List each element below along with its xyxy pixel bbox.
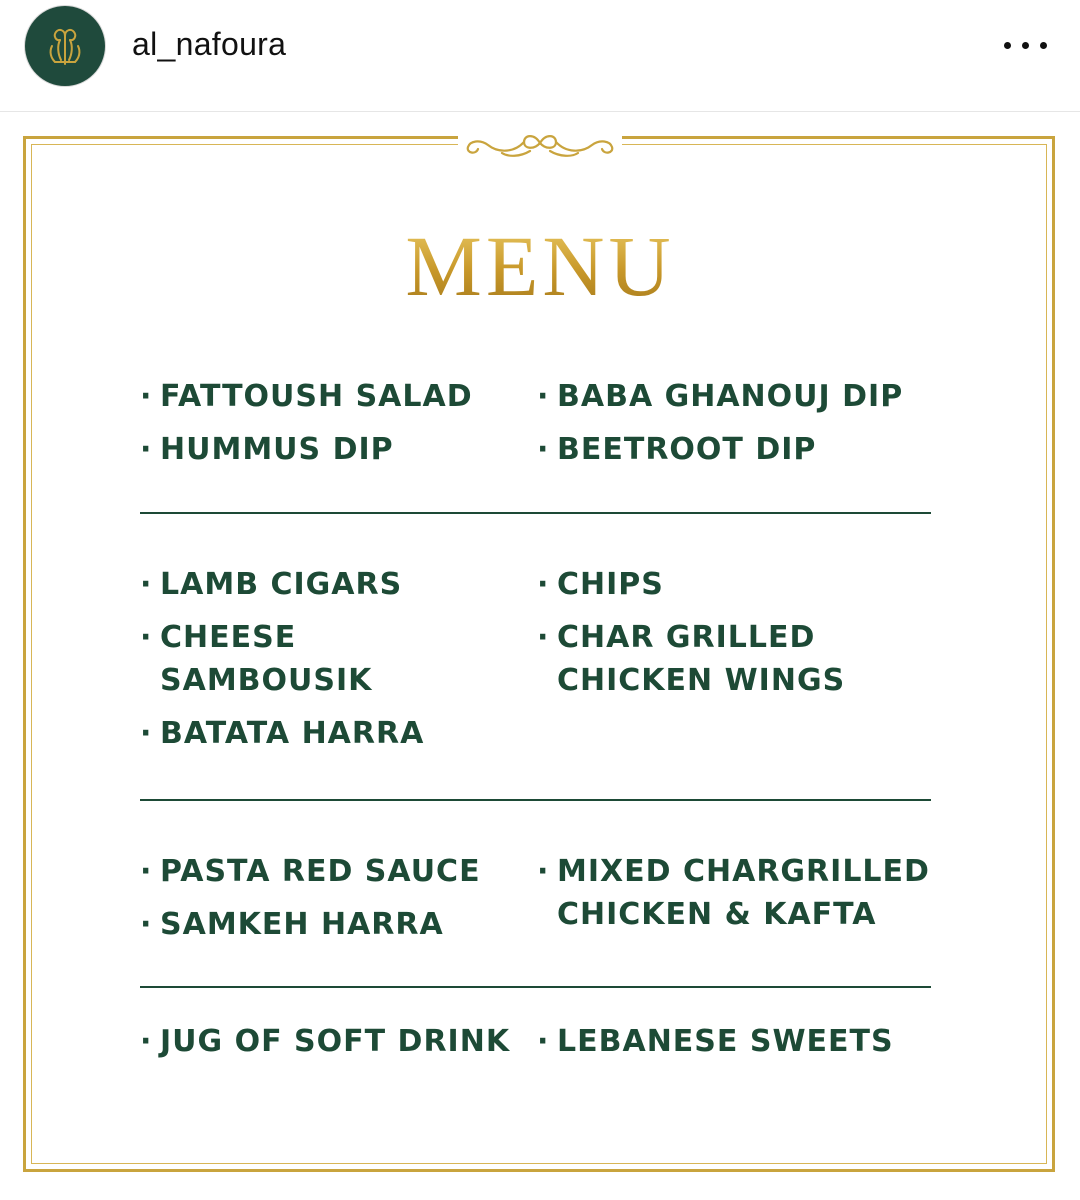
menu-item-label: BEETROOT DIP xyxy=(557,432,817,467)
menu-item-label: LEBANESE SWEETS xyxy=(557,1024,894,1059)
menu-item-label: CHEESE SAMBOUSIK xyxy=(160,620,373,698)
menu-item-label: BABA GHANOUJ DIP xyxy=(557,379,904,414)
menu-item xyxy=(537,850,930,936)
menu-item-label: SAMKEH HARRA xyxy=(160,907,444,942)
menu-item-label: JUG OF SOFT DRINK xyxy=(160,1024,511,1059)
menu-item-label: CHAR GRILLED CHICKEN WINGS xyxy=(557,620,846,698)
menu-item-label: PASTA RED SAUCE xyxy=(160,854,481,889)
more-dot xyxy=(1004,42,1011,49)
menu-title: MENU xyxy=(0,223,1080,309)
more-options-icon[interactable] xyxy=(1000,30,1052,60)
ornament-flourish-icon xyxy=(458,123,622,163)
menu-item xyxy=(537,375,904,418)
menu-bullet: · xyxy=(140,379,153,414)
menu-item-label: HUMMUS DIP xyxy=(160,432,394,467)
menu-bullet: · xyxy=(140,567,153,602)
menu-bullet: · xyxy=(537,854,550,889)
avatar[interactable] xyxy=(25,6,105,86)
section-divider xyxy=(140,512,931,514)
section-divider xyxy=(140,799,931,801)
menu-bullet: · xyxy=(537,1024,550,1059)
menu-item xyxy=(140,375,473,418)
menu-bullet: · xyxy=(140,716,153,751)
menu-item xyxy=(140,563,403,606)
menu-item xyxy=(140,712,425,755)
section-divider xyxy=(140,986,931,988)
more-dot xyxy=(1040,42,1047,49)
menu-bullet: · xyxy=(537,567,550,602)
menu-bullet: · xyxy=(537,620,550,655)
menu-bullet: · xyxy=(537,432,550,467)
menu-item xyxy=(140,850,481,893)
menu-item-label: CHIPS xyxy=(557,567,664,602)
menu-bullet: · xyxy=(140,432,153,467)
more-dot xyxy=(1022,42,1029,49)
menu-item-label: MIXED CHARGRILLED CHICKEN & KAFTA xyxy=(557,854,930,932)
menu-item-label: LAMB CIGARS xyxy=(160,567,403,602)
menu-item xyxy=(140,428,394,471)
post-image xyxy=(0,113,1080,1200)
post-header xyxy=(0,0,1080,112)
menu-item-label: FATTOUSH SALAD xyxy=(160,379,473,414)
menu-item-label: BATATA HARRA xyxy=(160,716,425,751)
menu-item xyxy=(140,616,373,702)
menu-bullet: · xyxy=(140,854,153,889)
menu-item xyxy=(140,1020,511,1063)
menu-item xyxy=(537,616,846,702)
menu-item xyxy=(537,1020,894,1063)
menu-bullet: · xyxy=(537,379,550,414)
menu-bullet: · xyxy=(140,620,153,655)
fountain-logo-icon xyxy=(41,22,89,70)
menu-item xyxy=(140,903,444,946)
menu-bullet: · xyxy=(140,1024,153,1059)
menu-item xyxy=(537,428,817,471)
menu-item xyxy=(537,563,664,606)
menu-bullet: · xyxy=(140,907,153,942)
username[interactable]: al_nafoura xyxy=(132,26,287,62)
